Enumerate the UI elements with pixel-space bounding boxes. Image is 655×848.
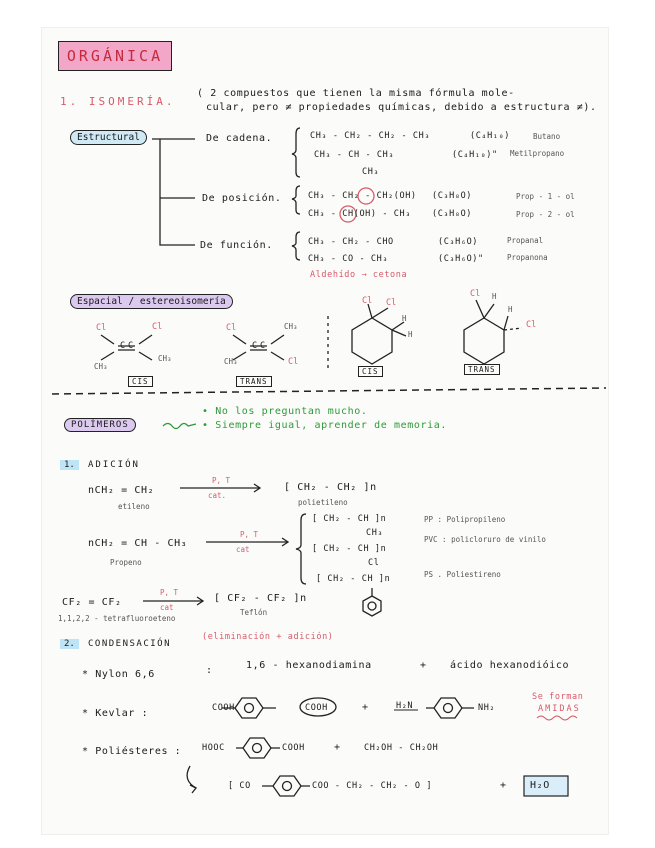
posicion-name-1: Prop - 1 - ol <box>516 192 575 201</box>
cis-cl-2: Cl <box>152 322 163 332</box>
propeno-product-2: [ CH₂ - CH ]n <box>312 544 387 554</box>
ring-cis-cl-2: Cl <box>386 298 397 308</box>
nylon-plus: + <box>420 660 427 671</box>
poliester-product-a: [ CO <box>228 781 251 791</box>
nylon-colon: : <box>206 665 213 676</box>
kevlar-c: H₂N <box>396 701 414 711</box>
nylon-reactant-b: ácido hexanodióico <box>450 660 570 671</box>
branch-line <box>160 139 195 245</box>
poliester-c: CH₂OH - CH₂OH <box>364 743 439 753</box>
cyclohexane-cis <box>352 318 392 364</box>
funcion-label: De función. <box>200 240 273 251</box>
adicion-number: 1. <box>60 460 79 470</box>
cis-ch3-2: CH₃ <box>158 354 172 363</box>
posicion-label: De posición. <box>202 193 282 204</box>
etileno-cond-bottom: cat. <box>208 491 227 500</box>
etileno-name: etileno <box>118 502 150 511</box>
ring-cis-h-2: H <box>408 330 413 339</box>
trans-cl-2: Cl <box>288 357 299 367</box>
ring-cis-label: CIS <box>358 366 383 377</box>
etileno-product-name: polietileno <box>298 498 348 507</box>
funcion-name-2: Propanona <box>507 253 548 262</box>
posicion-formula-2: (C₃H₈O) <box>432 209 473 219</box>
poliester-plus-2: + <box>500 780 507 791</box>
funcion-note: Aldehído → cetona <box>310 270 408 280</box>
cadena-name-2: Metilpropano <box>510 149 565 158</box>
propeno-name-1: PP : Polipropileno <box>424 515 506 524</box>
posicion-formula-1: (C₃H₈O) <box>432 191 473 201</box>
brace <box>292 232 300 260</box>
propeno-product-2-sub: Cl <box>368 558 380 568</box>
etileno-reactant: nCH₂ = CH₂ <box>88 485 155 496</box>
funcion-name-1: Propanal <box>507 236 544 245</box>
polimeros-note-1: • No los preguntan mucho. <box>202 406 368 417</box>
espacial-label: Espacial / estereoisomería <box>70 294 233 309</box>
propeno-name: Propeno <box>110 558 142 567</box>
kevlar-label: * Kevlar : <box>82 708 149 719</box>
posicion-row-1: CH₃ - CH₂ - CH₂(OH) <box>308 191 417 201</box>
benzene-ring <box>434 698 462 718</box>
kevlar-side-2: AMIDAS <box>538 704 581 714</box>
teflon-reactant: CF₂ = CF₂ <box>62 597 122 608</box>
propeno-name-2: PVC : policloruro de vinilo <box>424 535 546 544</box>
funcion-row-2: CH₃ - CO - CH₃ <box>308 254 389 264</box>
propeno-name-3: PS . Poliestireno <box>424 570 501 579</box>
cadena-row-3: CH₃ <box>362 167 380 177</box>
estructural-label: Estructural <box>70 130 147 145</box>
isomeria-desc-1: ( 2 compuestos que tienen la misma fórmula mole- <box>197 88 515 99</box>
propeno-product-1: [ CH₂ - CH ]n <box>312 514 387 524</box>
page-title: ORGÁNICA <box>58 41 172 71</box>
funcion-row-1: CH₃ - CH₂ - CHO <box>308 237 394 247</box>
nylon-label: * Nylon 6,6 <box>82 669 155 680</box>
cadena-row-2: CH₃ - CH - CH₃ <box>314 150 395 160</box>
kevlar-d: NH₂ <box>478 703 496 713</box>
trans-ch3-2: CH₃ <box>224 357 238 366</box>
benzene-ring <box>243 738 271 758</box>
cis-ch3-1: CH₃ <box>94 362 108 371</box>
condensacion-heading: CONDENSACIÓN <box>88 639 172 649</box>
propeno-cond-bottom: cat <box>236 545 250 554</box>
trans-ch3-1: CH₃ <box>284 322 298 331</box>
teflon-product: [ CF₂ - CF₂ ]n <box>214 593 307 604</box>
ring-cis-cl-1: Cl <box>362 296 373 306</box>
poliester-plus: + <box>334 742 341 753</box>
teflon-product-name: Teflón <box>240 608 268 617</box>
cadena-label: De cadena. <box>206 133 273 144</box>
kevlar-a: COOH <box>212 703 235 713</box>
cadena-formula-1: (C₄H₁₀) <box>470 131 511 141</box>
kevlar-b: COOH <box>305 703 328 713</box>
propeno-cond-top: P, T <box>240 530 259 539</box>
nylon-reactant-a: 1,6 - hexanodiamina <box>246 660 372 671</box>
polimeros-label: POLÍMEROS <box>64 418 136 432</box>
ring-cis-h-1: H <box>402 314 407 323</box>
poliester-a: HOOC <box>202 743 225 753</box>
adicion-heading: ADICIÓN <box>88 460 140 470</box>
posicion-row-2: CH₃ - CH(OH) - CH₃ <box>308 209 411 219</box>
teflon-cond-bottom: cat <box>160 603 174 612</box>
teflon-reactant-name: 1,1,2,2 - tetrafluoroeteno <box>58 614 176 623</box>
posicion-name-2: Prop - 2 - ol <box>516 210 575 219</box>
poliester-label: * Poliésteres : <box>82 746 182 757</box>
propeno-reactant: nCH₂ = CH - CH₃ <box>88 538 188 549</box>
funcion-formula-1: (C₃H₆O) <box>438 237 479 247</box>
section-heading-isomeria: 1. ISOMERÍA. <box>60 95 176 108</box>
cis-cl-1: Cl <box>96 323 107 333</box>
kevlar-side-1: Se forman <box>532 692 584 702</box>
kevlar-plus: + <box>362 702 369 713</box>
ring-trans-h-2: H <box>508 305 513 314</box>
ring-trans-cl-1: Cl <box>470 289 481 299</box>
teflon-cond-top: P, T <box>160 588 179 597</box>
brace <box>296 514 306 584</box>
ring-trans-cl-2: Cl <box>526 320 537 330</box>
ring-trans-h-1: H <box>492 292 497 301</box>
brace <box>292 128 300 177</box>
poliester-product-b: COO - CH₂ - CH₂ - O ] <box>312 781 433 791</box>
brace <box>292 186 300 214</box>
benzene-ring <box>273 776 301 796</box>
cis-c-1: C <box>120 341 126 351</box>
funcion-formula-2: (C₃H₆O)" <box>438 254 484 264</box>
cyclohexane-trans <box>464 318 504 364</box>
poliester-water: H₂O <box>530 780 550 791</box>
benzene-ring <box>363 596 381 616</box>
benzene-ring <box>235 698 263 718</box>
condensacion-number: 2. <box>60 639 79 649</box>
trans-c-1: C <box>252 341 258 351</box>
cadena-name-1: Butano <box>533 132 561 141</box>
trans-cl-1: Cl <box>226 323 237 333</box>
trans-label: TRANS <box>236 376 272 387</box>
polimeros-note-2: • Siempre igual, aprender de memoria. <box>202 420 447 431</box>
ring-trans-label: TRANS <box>464 364 500 375</box>
cadena-row-1: CH₃ - CH₂ - CH₂ - CH₃ <box>310 131 431 141</box>
condensacion-sub: (eliminación + adición) <box>202 632 334 642</box>
poliester-b: COOH <box>282 743 305 753</box>
propeno-product-1-sub: CH₃ <box>366 528 384 538</box>
etileno-product: [ CH₂ - CH₂ ]n <box>284 482 377 493</box>
isomeria-desc-2: cular, pero ≠ propiedades químicas, debido a estructura ≠). <box>206 102 597 113</box>
cis-c-2: C <box>128 341 134 351</box>
etileno-cond-top: P, T <box>212 476 231 485</box>
trans-c-2: C <box>260 341 266 351</box>
cis-label: CIS <box>128 376 153 387</box>
cadena-formula-2: (C₄H₁₀)" <box>452 150 498 160</box>
propeno-product-3: [ CH₂ - CH ]n <box>316 574 391 584</box>
